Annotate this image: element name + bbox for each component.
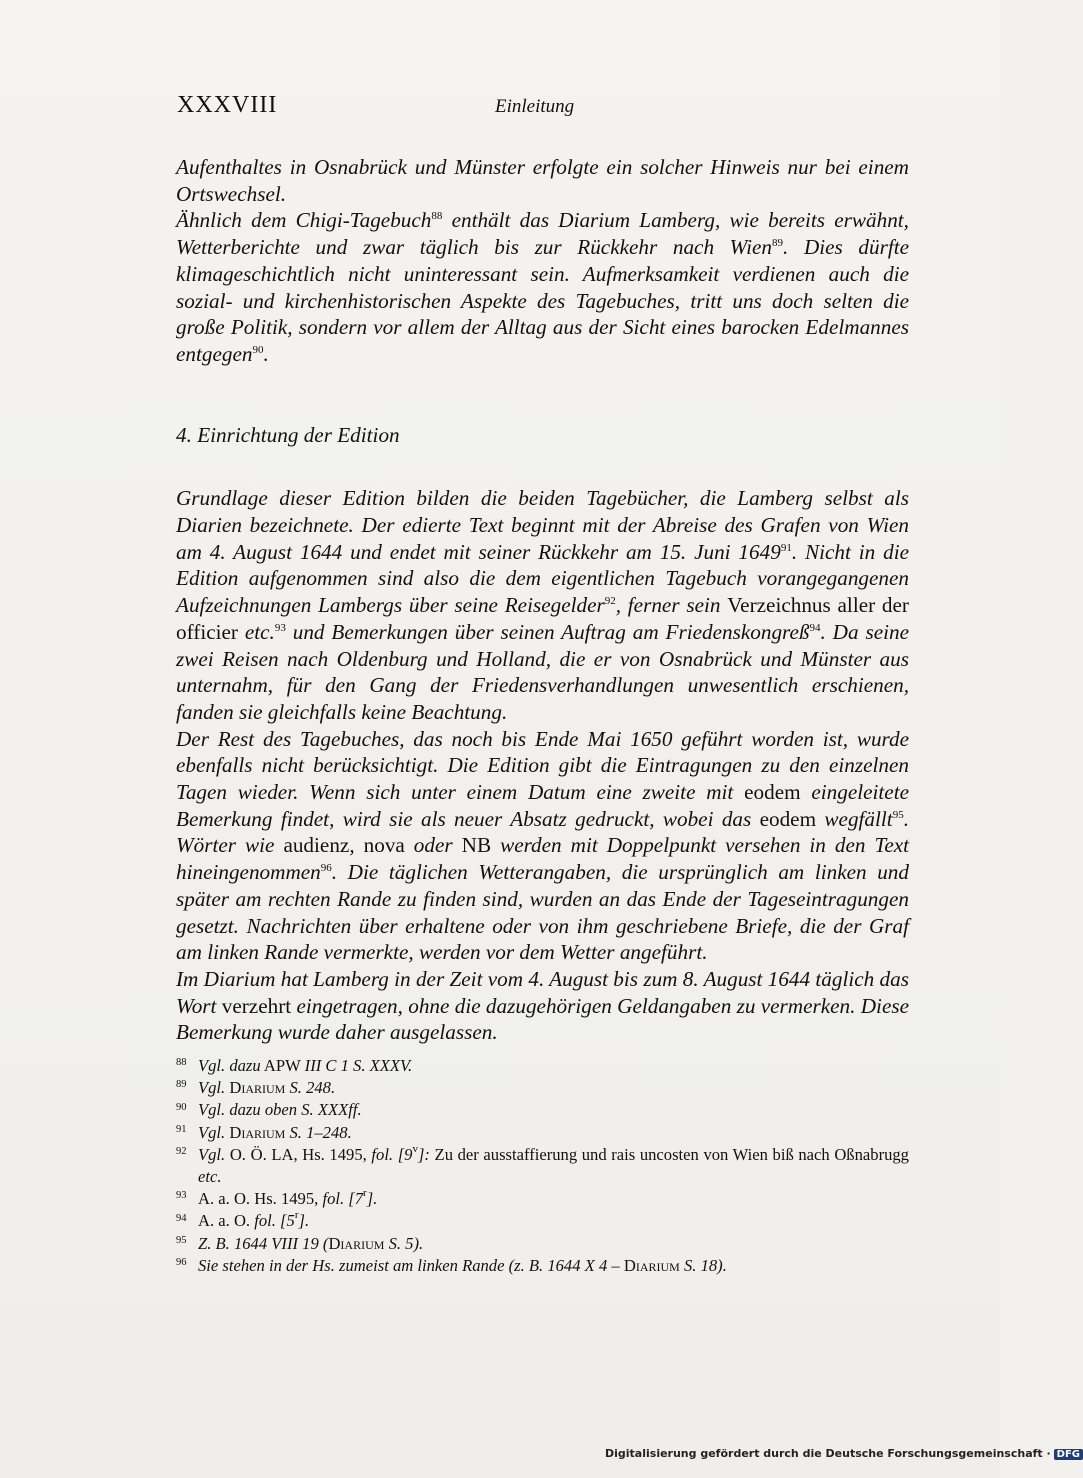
quoted-term: eodem — [744, 780, 801, 805]
footnote-ref[interactable]: 91 — [780, 541, 792, 554]
footnote: 88 Vgl. dazu APW III C 1 S. XXXV. — [176, 1056, 413, 1075]
footnote-ref[interactable]: 94 — [809, 621, 821, 634]
digitization-credit — [605, 1447, 1081, 1469]
text-run: eingeleitete Bemerkung findet, wird sie als neuer Absatz gedruckt, wobei das — [176, 780, 910, 831]
text-run: . Wörter wie — [176, 806, 909, 858]
text-run: Im Diarium hat Lamberg in der Zeit vom 4. August bis zum 8. August 1644 täglich das Wort — [176, 966, 909, 1018]
text-run: eingetragen, ohne die dazugehörigen Geldangaben zu vermerken. Diese Bemerkung wurde daher ausgelassen. — [176, 993, 909, 1045]
text-run: Der Rest des Tagebuches, das noch bis Ende Mai 1650 geführt worden ist, wurde ebenfalls nicht berücksichtigt. Die Edition gibt die Eintragungen zu den einzelnen Tagen wieder. Wenn sich unter einem Datum eine zweite mit — [176, 726, 909, 805]
text-run: , — [349, 833, 364, 858]
footnote-ref[interactable]: 89 — [772, 236, 784, 249]
credit-text: Digitalisierung gefördert durch die Deutsche Forschungsgemeinschaft · — [605, 1447, 1051, 1460]
text-run: und Bemerkungen über seinen Auftrag am Friedenskongreß — [285, 619, 810, 644]
page-number: XXXVIII — [177, 92, 278, 118]
footnote: 89 Vgl. Diarium S. 248. — [176, 1078, 336, 1098]
paragraph — [176, 154, 909, 207]
text-run: enthält das Diarium Lamberg, wie bereits erwähnt, Wetterberichte und zwar täglich bis zur Rückkehr nach Wien — [176, 208, 909, 260]
footnote: 90 Vgl. dazu oben S. XXXff. — [176, 1100, 362, 1120]
quoted-term: verzehrt — [221, 993, 292, 1018]
text-run: . Da seine zwei Reisen nach Oldenburg und Holland, die er von Osnabrück und Münster aus unternahm, für den Gang der Friedensverhandlungen unwesentlich erschienen, fanden sie gleichfalls keine Beachtung. — [176, 619, 909, 724]
text-run: wegfällt — [816, 806, 893, 831]
text-run: Grundlage dieser Edition bilden die beiden Tagebücher, die Lamberg selbst als Diarien bezeichnete. Der edierte Text beginnt mit der Abreise des Grafen von Wien am 4. August 1644 und endet mit seiner Rückkehr am 15. Juni 1649 — [176, 486, 909, 564]
section-heading: 4. Einrichtung der Edition — [176, 422, 400, 447]
footnote: 94 A. a. O. fol. [5$^r$]. — [176, 1209, 310, 1231]
quoted-term: nova — [363, 833, 405, 858]
footnote: 93 A. a. O. Hs. 1495, fol. [7$^r$]. — [176, 1186, 378, 1209]
footnote: 96 Sie stehen in der Hs. zumeist am linken Rande (z. B. 1644 X 4 – Diarium S. 18). — [176, 1255, 727, 1275]
text-run: . — [263, 341, 269, 366]
text-run: . Nicht in die Edition aufgenommen sind also die dem eigentlichen Tagebuch vorangegangenen Aufzeichnungen Lambergs über seine Reisegelder — [176, 539, 909, 618]
footnote-ref[interactable]: 95 — [892, 808, 904, 821]
footnote: 92 Vgl. O. Ö. LA, Hs. 1495, fol. [9$^v$]: Zu der ausstaffierung und rais uncosten von Wien biß nach Oßnabrugg etc. — [176, 1142, 909, 1187]
paragraph — [176, 966, 909, 1046]
footnote-ref[interactable]: 90 — [252, 343, 264, 356]
footnote: 91 Vgl. Diarium S. 1–248. — [176, 1122, 352, 1142]
text-run: werden mit Doppelpunkt versehen in den Text hineingenommen — [176, 833, 910, 885]
quoted-term: eodem — [759, 806, 817, 831]
paragraph — [176, 207, 909, 367]
running-title: Einleitung — [495, 96, 575, 117]
text-run: Ähnlich dem Chigi-Tagebuch — [176, 208, 432, 233]
text-run: . Dies dürfte klimageschichtlich nicht uninteressant sein. Aufmerksamkeit verdienen auch die sozial- und kirchenhistorischen Aspekte des Tagebuches, tritt uns doch selten die große Politik, sondern vor allem der Alltag aus der Sicht eines barocken Edelmannes entgegen — [176, 235, 909, 366]
paragraph — [176, 485, 909, 725]
dfg-logo: DFG — [1054, 1449, 1083, 1460]
text-run: etc. — [237, 619, 275, 644]
quoted-term: NB — [461, 833, 492, 858]
text-run: oder — [404, 833, 462, 858]
main-text — [176, 154, 909, 1046]
footnote-ref[interactable]: 88 — [431, 210, 443, 223]
footnote-ref[interactable]: 93 — [274, 621, 286, 634]
footnotes — [176, 1055, 909, 1277]
footnote-ref[interactable]: 92 — [604, 594, 616, 607]
page-header — [173, 92, 909, 122]
text-run: . Die täglichen Wetterangaben, die ursprünglich am linken und später am rechten Rande zu finden sind, wurden an das Ende der Tageseintragungen gesetzt. Nachrichten über erhaltene oder von ihm geschriebene Briefe, die der Graf am linken Rande vermerkte, werden vor dem Wetter angeführt. — [176, 860, 909, 965]
footnote-ref[interactable]: 96 — [320, 861, 332, 874]
text-run: Aufenthaltes in Osnabrück und Münster erfolgte ein solcher Hinweis nur bei einem Ortswechsel. — [176, 155, 909, 206]
text-run: , ferner sein — [615, 593, 728, 618]
paragraph — [176, 726, 909, 966]
footnote: 95 Z. B. 1644 VIII 19 (Diarium S. 5). — [176, 1233, 424, 1253]
quoted-term: Verzeichnus aller der officier — [176, 593, 909, 644]
quoted-term: audienz — [283, 833, 350, 858]
